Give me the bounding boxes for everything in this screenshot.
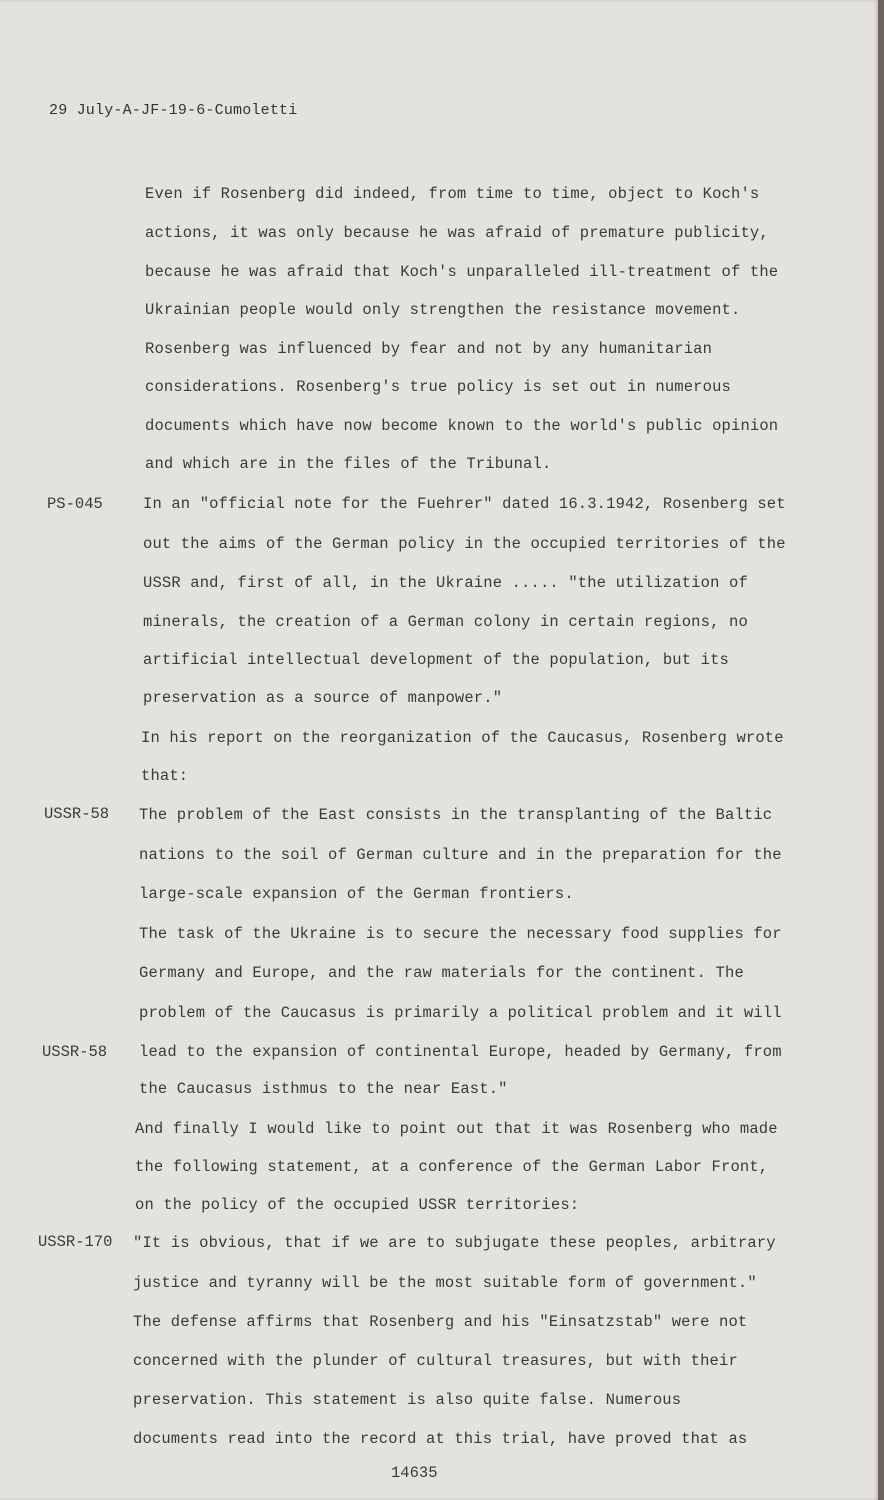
document-header: 29 July-A-JF-19-6-Cumoletti	[49, 102, 298, 119]
margin-ref-ussr-58-b: USSR-58	[42, 1043, 108, 1061]
text-line: problem of the Caucasus is primarily a political problem and it will	[139, 1004, 782, 1022]
text-line: the Caucasus isthmus to the near East."	[139, 1080, 508, 1098]
text-line: minerals, the creation of a German colony in certain regions, no	[143, 613, 748, 631]
text-line: documents read into the record at this trial, have proved that as	[133, 1430, 748, 1448]
text-line: Germany and Europe, and the raw materials for the continent. The	[139, 964, 744, 982]
text-line: The defense affirms that Rosenberg and his "Einsatzstab" were not	[133, 1313, 748, 1331]
page-edge	[878, 0, 884, 1500]
text-line: actions, it was only because he was afraid of premature publicity,	[145, 224, 769, 242]
text-line: considerations. Rosenberg's true policy is set out in numerous	[145, 378, 731, 396]
text-line: and which are in the files of the Tribunal.	[145, 455, 552, 473]
text-line: Even if Rosenberg did indeed, from time to time, object to Koch's	[145, 185, 760, 203]
margin-ref-ps-045: PS-045	[47, 495, 103, 513]
text-line: In his report on the reorganization of the Caucasus, Rosenberg wrote	[141, 729, 784, 747]
text-line: on the policy of the occupied USSR territories:	[135, 1196, 580, 1214]
text-line: preservation. This statement is also quite false. Numerous	[133, 1391, 682, 1409]
text-line: Rosenberg was influenced by fear and not by any humanitarian	[145, 340, 713, 358]
text-line: large-scale expansion of the German frontiers.	[139, 885, 574, 903]
text-line: concerned with the plunder of cultural treasures, but with their	[133, 1352, 738, 1370]
text-line: the following statement, at a conference of the German Labor Front,	[135, 1158, 769, 1176]
text-line: because he was afraid that Koch's unparalleled ill-treatment of the	[145, 263, 779, 281]
text-line: nations to the soil of German culture and in the preparation for the	[139, 846, 782, 864]
text-line: USSR and, first of all, in the Ukraine ..... "the utilization of	[143, 574, 748, 592]
text-line: In an "official note for the Fuehrer" dated 16.3.1942, Rosenberg set	[143, 495, 786, 513]
text-line: Ukrainian people would only strengthen the resistance movement.	[145, 301, 741, 319]
text-line: The task of the Ukraine is to secure the necessary food supplies for	[139, 925, 782, 943]
text-line: "It is obvious, that if we are to subjugate these peoples, arbitrary	[133, 1234, 776, 1252]
text-line: lead to the expansion of continental Europe, headed by Germany, from	[139, 1043, 782, 1061]
text-line: preservation as a source of manpower."	[143, 689, 503, 707]
margin-ref-ussr-170: USSR-170	[38, 1233, 113, 1251]
text-line: documents which have now become known to the world's public opinion	[145, 417, 779, 435]
page-number: 14635	[391, 1464, 438, 1482]
text-line: And finally I would like to point out that it was Rosenberg who made	[135, 1120, 778, 1138]
margin-ref-ussr-58-a: USSR-58	[44, 805, 110, 823]
text-line: that:	[141, 767, 189, 785]
text-line: out the aims of the German policy in the occupied territories of the	[143, 535, 786, 553]
text-line: artificial intellectual development of the population, but its	[143, 651, 729, 669]
text-line: The problem of the East consists in the transplanting of the Baltic	[139, 806, 773, 824]
text-line: justice and tyranny will be the most suitable form of government."	[133, 1274, 757, 1292]
